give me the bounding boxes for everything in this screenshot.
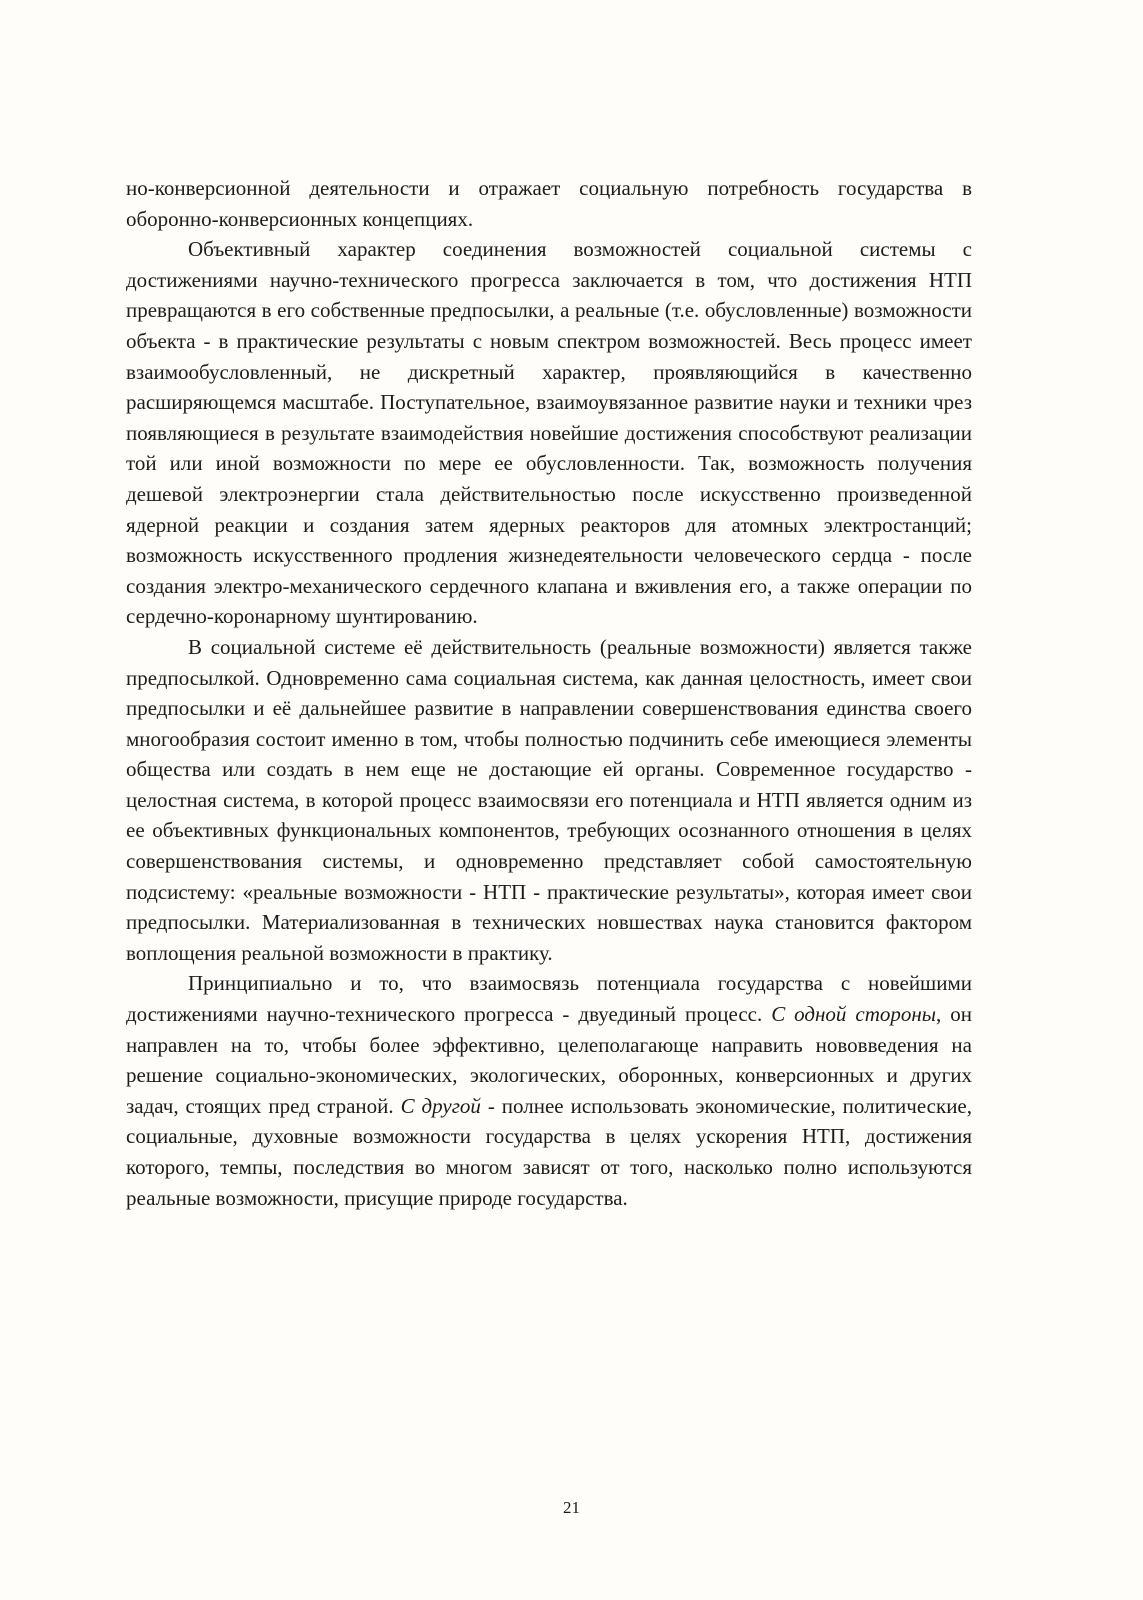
paragraph-social-system: В социальной системе её действительность (реальные возможности) является также предпосылкой. Одновременно сама социальная система, как данная целостность, имеет свои предпосылки и её дальнейшее развитие в направлении совершенствования единства своего многообразия состоит именно в том, чтобы полностью подчинить себе имеющиеся элементы общества или создать в нем еще не достающие ей органы. Современное государство - целостная система, в которой процесс взаимосвязи его потенциала и НТП является одним из ее объективных функциональных компонентов, требующих осознанного отношения в целях совершенствования системы, и одновременно представляет собой самостоятельную подсистему: «реальные возможности - НТП - практические результаты», которая имеет свои предпосылки. Материализованная в технических новшествах наука становится фактором воплощения реальной возможности в практику.: [126, 634, 972, 965]
paragraph-text-segment: , он направлен на то, чтобы более эффективно, целеполагающе направить нововведения на решение социально-экономических, экологических, оборонных, конверсионных и других задач, стоящих пред страной.: [126, 1002, 972, 1118]
paragraph-dual-process: [126, 968, 972, 1213]
paragraph-text-segment: Принципиально и то, что взаимосвязь потенциала государства с новейшими достижениями научно-технического прогресса - двуединый процесс.: [126, 971, 972, 1027]
page-number: 21: [563, 1498, 580, 1517]
paragraph-text-segment: - полнее использовать экономические, политические, социальные, духовные возможности государства в целях ускорения НТП, достижения которого, темпы, последствия во многом зависят от того, насколько полно используются реальные возможности, присущие природе государства.: [126, 1093, 972, 1210]
body-text: [126, 173, 972, 1213]
italic-phrase-one-side: С одной стороны: [771, 1002, 937, 1027]
paragraph-continuation: но-конверсионной деятельности и отражает социальную потребность государства в оборонно-конверсионных концепциях.: [126, 176, 972, 231]
italic-phrase-other-side: С другой: [400, 1093, 481, 1118]
paragraph-objective-character: Объективный характер соединения возможностей социальной системы с достижениями научно-технического прогресса заключается в том, что достижения НТП превращаются в его собственные предпосылки, а реальные (т.е. обусловленные) возможности объекта - в практические результаты с новым спектром возможностей. Весь процесс имеет взаимообусловленный, не дискретный характер, проявляющийся в качественно расширяющемся масштабе. Поступательное, взаимоувязанное развитие науки и техники чрез появляющиеся в результате взаимодействия новейшие достижения способствуют реализации той или иной возможности по мере ее обусловленности. Так, возможность получения дешевой электроэнергии стала действительностью после искусственно произведенной ядерной реакции и создания затем ядерных реакторов для атомных электростанций; возможность искусственного продления жизнедеятельности человеческого сердца - после создания электро-механического сердечного клапана и вживления его, а также операции по сердечно-коронарному шунтированию.: [126, 237, 972, 629]
